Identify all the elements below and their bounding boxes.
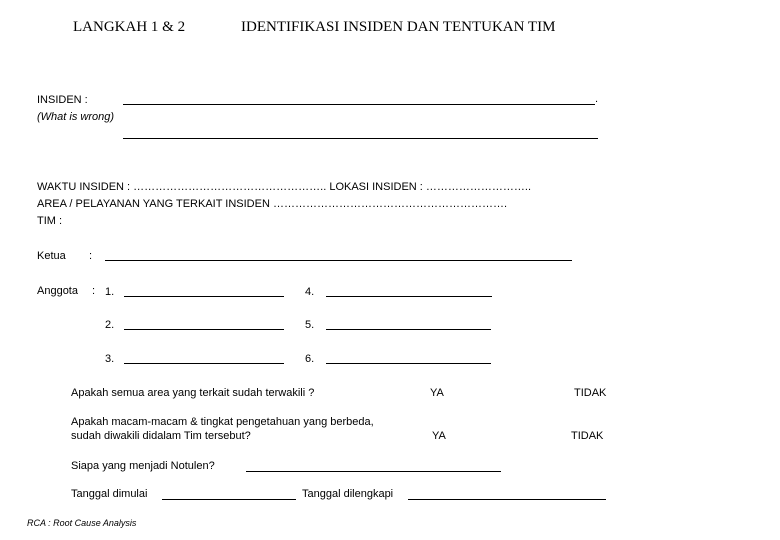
member-field-3[interactable] <box>124 363 284 364</box>
waktu-lokasi-line: WAKTU INSIDEN : …………………………………………….. LOKASI INSIDEN : ……………………….. <box>37 181 532 193</box>
tanggal-dilengkapi-field[interactable] <box>408 499 606 500</box>
step-heading: LANGKAH 1 & 2 <box>73 19 186 35</box>
anggota-label: Anggota <box>37 285 78 297</box>
tanggal-dimulai-field[interactable] <box>162 499 296 500</box>
incident-label: INSIDEN : <box>37 94 88 106</box>
notulen-label: Siapa yang menjadi Notulen? <box>71 460 215 472</box>
member-number-5: 5. <box>305 319 315 331</box>
anggota-colon: : <box>92 285 96 297</box>
page-title: IDENTIFIKASI INSIDEN DAN TENTUKAN TIM <box>241 19 556 35</box>
ketua-colon: : <box>89 250 93 262</box>
question-1: Apakah semua area yang terkait sudah terwakili ? <box>71 387 315 399</box>
question-2-tidak[interactable]: TIDAK <box>571 430 604 442</box>
member-number-6: 6. <box>305 353 315 365</box>
footnote: RCA : Root Cause Analysis <box>27 518 137 528</box>
member-field-5[interactable] <box>326 329 491 330</box>
incident-sublabel: (What is wrong) <box>37 111 115 123</box>
member-field-2[interactable] <box>124 329 284 330</box>
notulen-field[interactable] <box>246 471 501 472</box>
question-2-line-2: sudah diwakili didalam Tim tersebut? <box>71 430 251 442</box>
incident-line-end: . <box>595 93 599 105</box>
member-number-1: 1. <box>105 286 115 298</box>
member-number-3: 3. <box>105 353 115 365</box>
member-field-1[interactable] <box>124 296 284 297</box>
ketua-label: Ketua <box>37 250 66 262</box>
area-line: AREA / PELAYANAN YANG TERKAIT INSIDEN ………………………………………………………. <box>37 198 508 210</box>
tanggal-dilengkapi-label: Tanggal dilengkapi <box>302 488 394 500</box>
tim-label: TIM : <box>37 215 63 227</box>
ketua-field[interactable] <box>105 260 572 261</box>
tanggal-dimulai-label: Tanggal dimulai <box>71 488 148 500</box>
question-2-ya[interactable]: YA <box>432 430 446 442</box>
member-number-2: 2. <box>105 319 115 331</box>
incident-line-1[interactable] <box>123 104 595 105</box>
member-field-6[interactable] <box>326 363 491 364</box>
question-1-ya[interactable]: YA <box>430 387 444 399</box>
member-field-4[interactable] <box>326 296 492 297</box>
question-2-line-1: Apakah macam-macam & tingkat pengetahuan yang berbeda, <box>71 416 374 428</box>
member-number-4: 4. <box>305 286 315 298</box>
incident-line-2[interactable] <box>123 138 598 139</box>
question-1-tidak[interactable]: TIDAK <box>574 387 607 399</box>
